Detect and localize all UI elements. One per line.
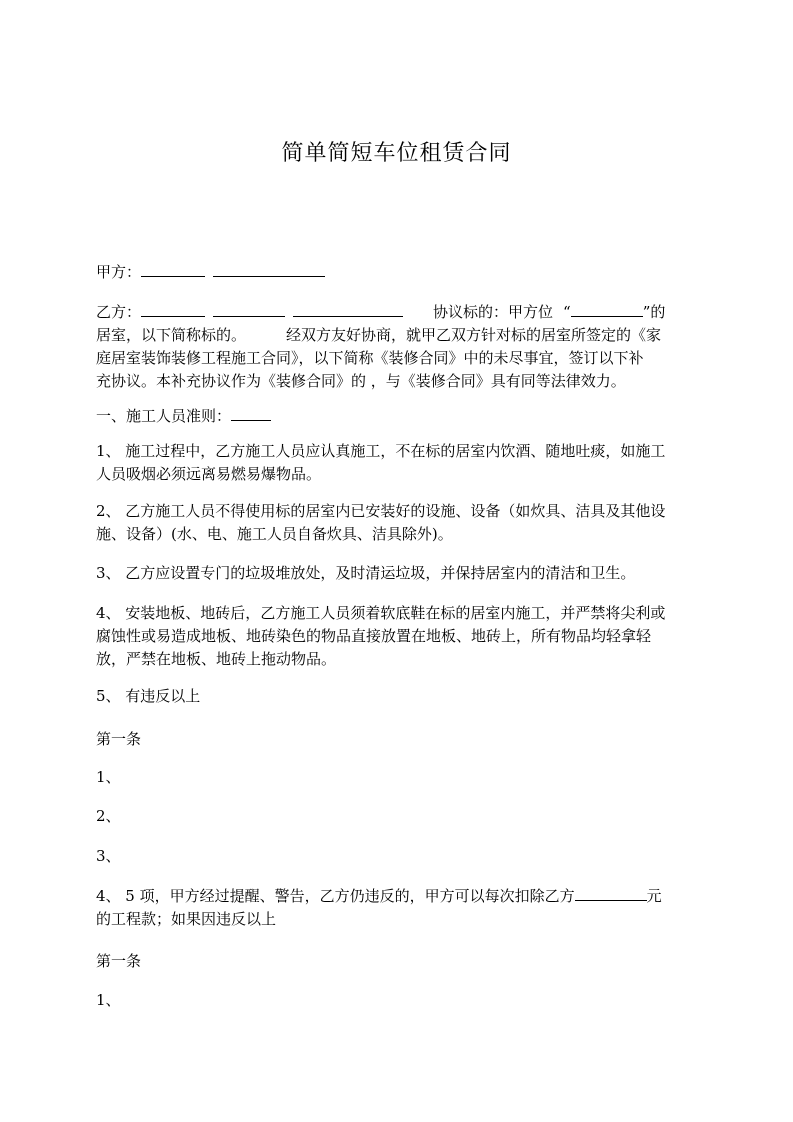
article-1-sub-4-line-1	[96, 885, 708, 908]
party-a-line	[96, 261, 708, 284]
sub-4-text-b: 元	[646, 887, 662, 905]
agreement-subject-label: 协议标的：甲方位	[433, 303, 554, 321]
party-a-blank-1[interactable]	[141, 262, 205, 277]
intro-line-2	[96, 324, 708, 347]
item-4-line-3: 放，严禁在地板、地砖上拖动物品。	[96, 650, 337, 668]
article-1-heading: 第一条	[96, 730, 142, 748]
article-1-sub-1: 1、	[96, 768, 121, 786]
document-title: 简单简短车位租赁合同	[281, 141, 512, 166]
quote-open: “	[563, 303, 571, 321]
intro-line-4: 充协议。本补充协议作为《装修合同》的 ，与《装修合同》具有同等法律效力。	[96, 372, 626, 390]
article-1b-sub-1: 1、	[96, 991, 121, 1009]
article-1-sub-3: 3、	[96, 847, 121, 865]
item-2-line-1: 2、 乙方施工人员不得使用标的居室内已安装好的设施、设备（如炊具、洁具及其他设	[96, 502, 666, 520]
party-b-blank-3[interactable]	[293, 302, 403, 317]
item-5-line-1: 5、 有违反以上	[96, 687, 201, 705]
intro-line-3: 庭居室装饰装修工程施工合同》，以下简称《装修合同》中的未尽事宜，签订以下补	[96, 349, 644, 367]
party-a-blank-2[interactable]	[213, 262, 325, 277]
party-a-label: 甲方：	[96, 263, 142, 281]
article-1-sub-2: 2、	[96, 807, 121, 825]
party-b-line	[96, 301, 708, 324]
article-1-sub-4-line-2: 的工程款；如果因违反以上	[96, 910, 277, 928]
party-b-blank-1[interactable]	[141, 302, 205, 317]
item-4-line-1: 4、 安装地板、地砖后，乙方施工人员须着软底鞋在标的居室内施工，并严禁将尖利或	[96, 604, 666, 622]
section-1-heading	[96, 405, 708, 428]
party-b-blank-2[interactable]	[213, 302, 285, 317]
item-1-line-2: 人员吸烟必须远离易燃易爆物品。	[96, 465, 322, 483]
party-b-label: 乙方：	[96, 303, 142, 321]
location-blank[interactable]	[571, 302, 643, 317]
intro-text-2a: 居室，以下简称标的。	[96, 326, 247, 344]
item-1-line-1: 1、 施工过程中，乙方施工人员应认真施工，不在标的居室内饮酒、随地吐痰，如施工	[96, 442, 666, 460]
article-1b-heading: 第一条	[96, 952, 142, 970]
section-1-heading-text: 一、施工人员准则：	[96, 407, 232, 425]
item-2-line-2: 施、设备）(水、电、施工人员自备炊具、洁具除外)。	[96, 525, 453, 543]
sub-4-text-a: 4、 5 项，甲方经过提醒、警告，乙方仍违反的，甲方可以每次扣除乙方	[96, 887, 575, 905]
intro-text-2b: 经双方友好协商，就甲乙双方针对标的居室所签定的《家	[286, 326, 662, 344]
quote-close: ”的	[642, 303, 666, 321]
item-4-line-2: 腐蚀性或易造成地板、地砖染色的物品直接放置在地板、地砖上，所有物品均轻拿轻	[96, 627, 652, 645]
deduction-amount-blank[interactable]	[575, 886, 647, 901]
item-3-line-1: 3、 乙方应设置专门的垃圾堆放处，及时清运垃圾，并保持居室内的清洁和卫生。	[96, 564, 636, 582]
section-1-blank[interactable]	[231, 406, 271, 421]
